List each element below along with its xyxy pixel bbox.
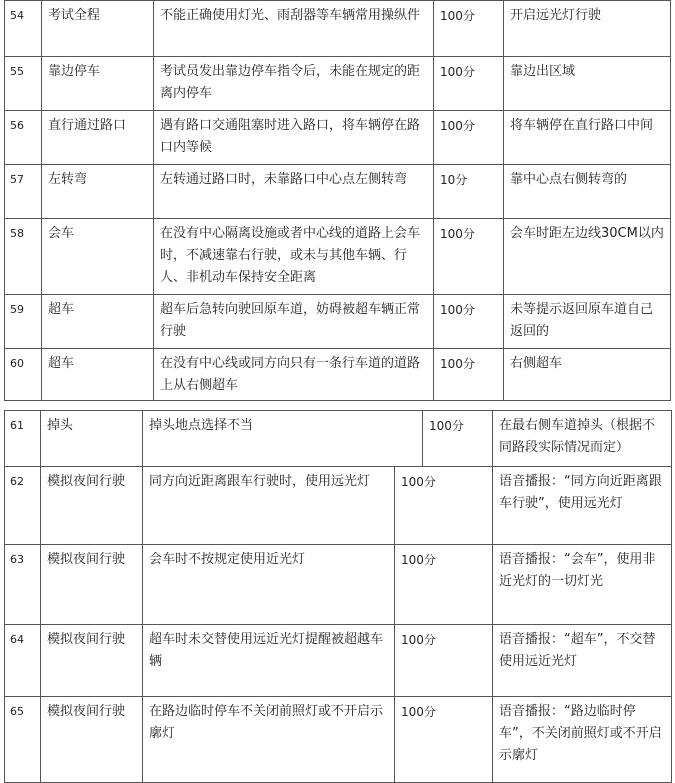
item-name: 超车 [42, 295, 154, 349]
remark: 语音播报：“超车”，不交替使用远近光灯 [493, 625, 672, 697]
deduction-score: 100分 [395, 467, 493, 545]
deduction-score: 100分 [395, 545, 493, 625]
remark: 语音播报：“会车”，使用非近光灯的一切灯光 [493, 545, 672, 625]
deduction-score: 10分 [434, 165, 504, 219]
deduction-description: 在路边临时停车不关闭前照灯或不开启示廓灯 [143, 697, 395, 783]
deduction-score: 100分 [434, 57, 504, 111]
table-row [5, 625, 672, 697]
deduction-description: 考试员发出靠边停车指令后，未能在规定的距离内停车 [154, 57, 434, 111]
table-row [5, 57, 671, 111]
deduction-description: 左转通过路口时，未靠路口中心点左侧转弯 [154, 165, 434, 219]
deduction-score: 100分 [434, 1, 504, 57]
deduction-description: 不能正确使用灯光、雨刮器等车辆常用操纵件 [154, 1, 434, 57]
deduction-description: 同方向近距离跟车行驶时，使用远光灯 [143, 467, 395, 545]
row-number: 55 [5, 57, 42, 111]
table-row [5, 697, 672, 783]
row-number: 65 [5, 697, 41, 783]
remark: 语音播报：“同方向近距离跟车行驶”，使用远光灯 [493, 467, 672, 545]
item-name: 模拟夜间行驶 [41, 697, 143, 783]
remark: 在最右侧车道掉头（根据不同路段实际情况而定） [493, 411, 672, 467]
deduction-score: 100分 [434, 219, 504, 295]
table-row [5, 349, 671, 401]
row-number: 56 [5, 111, 42, 165]
table-row [5, 219, 671, 295]
row-number: 62 [5, 467, 41, 545]
deduction-description: 遇有路口交通阻塞时进入路口，将车辆停在路口内等候 [154, 111, 434, 165]
deduction-description: 会车时不按规定使用近光灯 [143, 545, 395, 625]
remark: 语音播报：“路边临时停车”，不关闭前照灯或不开启示廓灯 [493, 697, 672, 783]
row-number: 59 [5, 295, 42, 349]
remark: 会车时距左边线30CM以内 [504, 219, 671, 295]
deduction-score: 100分 [395, 625, 493, 697]
deduction-score: 100分 [395, 697, 493, 783]
remark: 将车辆停在直行路口中间 [504, 111, 671, 165]
table-row [5, 467, 672, 545]
deduction-description: 掉头地点选择不当 [143, 411, 423, 467]
deduction-description: 在没有中心隔离设施或者中心线的道路上会车时，不减速靠右行驶，或未与其他车辆、行人、非机动车保持安全距离 [154, 219, 434, 295]
deduction-score: 100分 [434, 111, 504, 165]
row-number: 58 [5, 219, 42, 295]
item-name: 左转弯 [42, 165, 154, 219]
scoring-table-1 [4, 0, 671, 401]
deduction-score: 100分 [423, 411, 493, 467]
deduction-description: 超车时未交替使用远近光灯提醒被超越车辆 [143, 625, 395, 697]
row-number: 57 [5, 165, 42, 219]
table-row [5, 295, 671, 349]
table-row [5, 411, 672, 467]
item-name: 超车 [42, 349, 154, 401]
deduction-description: 超车后急转向驶回原车道，妨碍被超车辆正常行驶 [154, 295, 434, 349]
item-name: 靠边停车 [42, 57, 154, 111]
table-row [5, 1, 671, 57]
item-name: 掉头 [41, 411, 143, 467]
row-number: 61 [5, 411, 41, 467]
table-row [5, 111, 671, 165]
item-name: 模拟夜间行驶 [41, 545, 143, 625]
row-number: 60 [5, 349, 42, 401]
remark: 未等提示返回原车道自己返回的 [504, 295, 671, 349]
deduction-score: 100分 [434, 295, 504, 349]
remark: 靠中心点右侧转弯的 [504, 165, 671, 219]
item-name: 模拟夜间行驶 [41, 467, 143, 545]
row-number: 64 [5, 625, 41, 697]
deduction-description: 在没有中心线或同方向只有一条行车道的道路上从右侧超车 [154, 349, 434, 401]
remark: 靠边出区域 [504, 57, 671, 111]
item-name: 直行通过路口 [42, 111, 154, 165]
table-row [5, 165, 671, 219]
remark: 开启远光灯行驶 [504, 1, 671, 57]
table-row [5, 545, 672, 625]
item-name: 考试全程 [42, 1, 154, 57]
deduction-score: 100分 [434, 349, 504, 401]
scoring-table-2 [4, 410, 672, 783]
row-number: 63 [5, 545, 41, 625]
row-number: 54 [5, 1, 42, 57]
item-name: 模拟夜间行驶 [41, 625, 143, 697]
remark: 右侧超车 [504, 349, 671, 401]
item-name: 会车 [42, 219, 154, 295]
